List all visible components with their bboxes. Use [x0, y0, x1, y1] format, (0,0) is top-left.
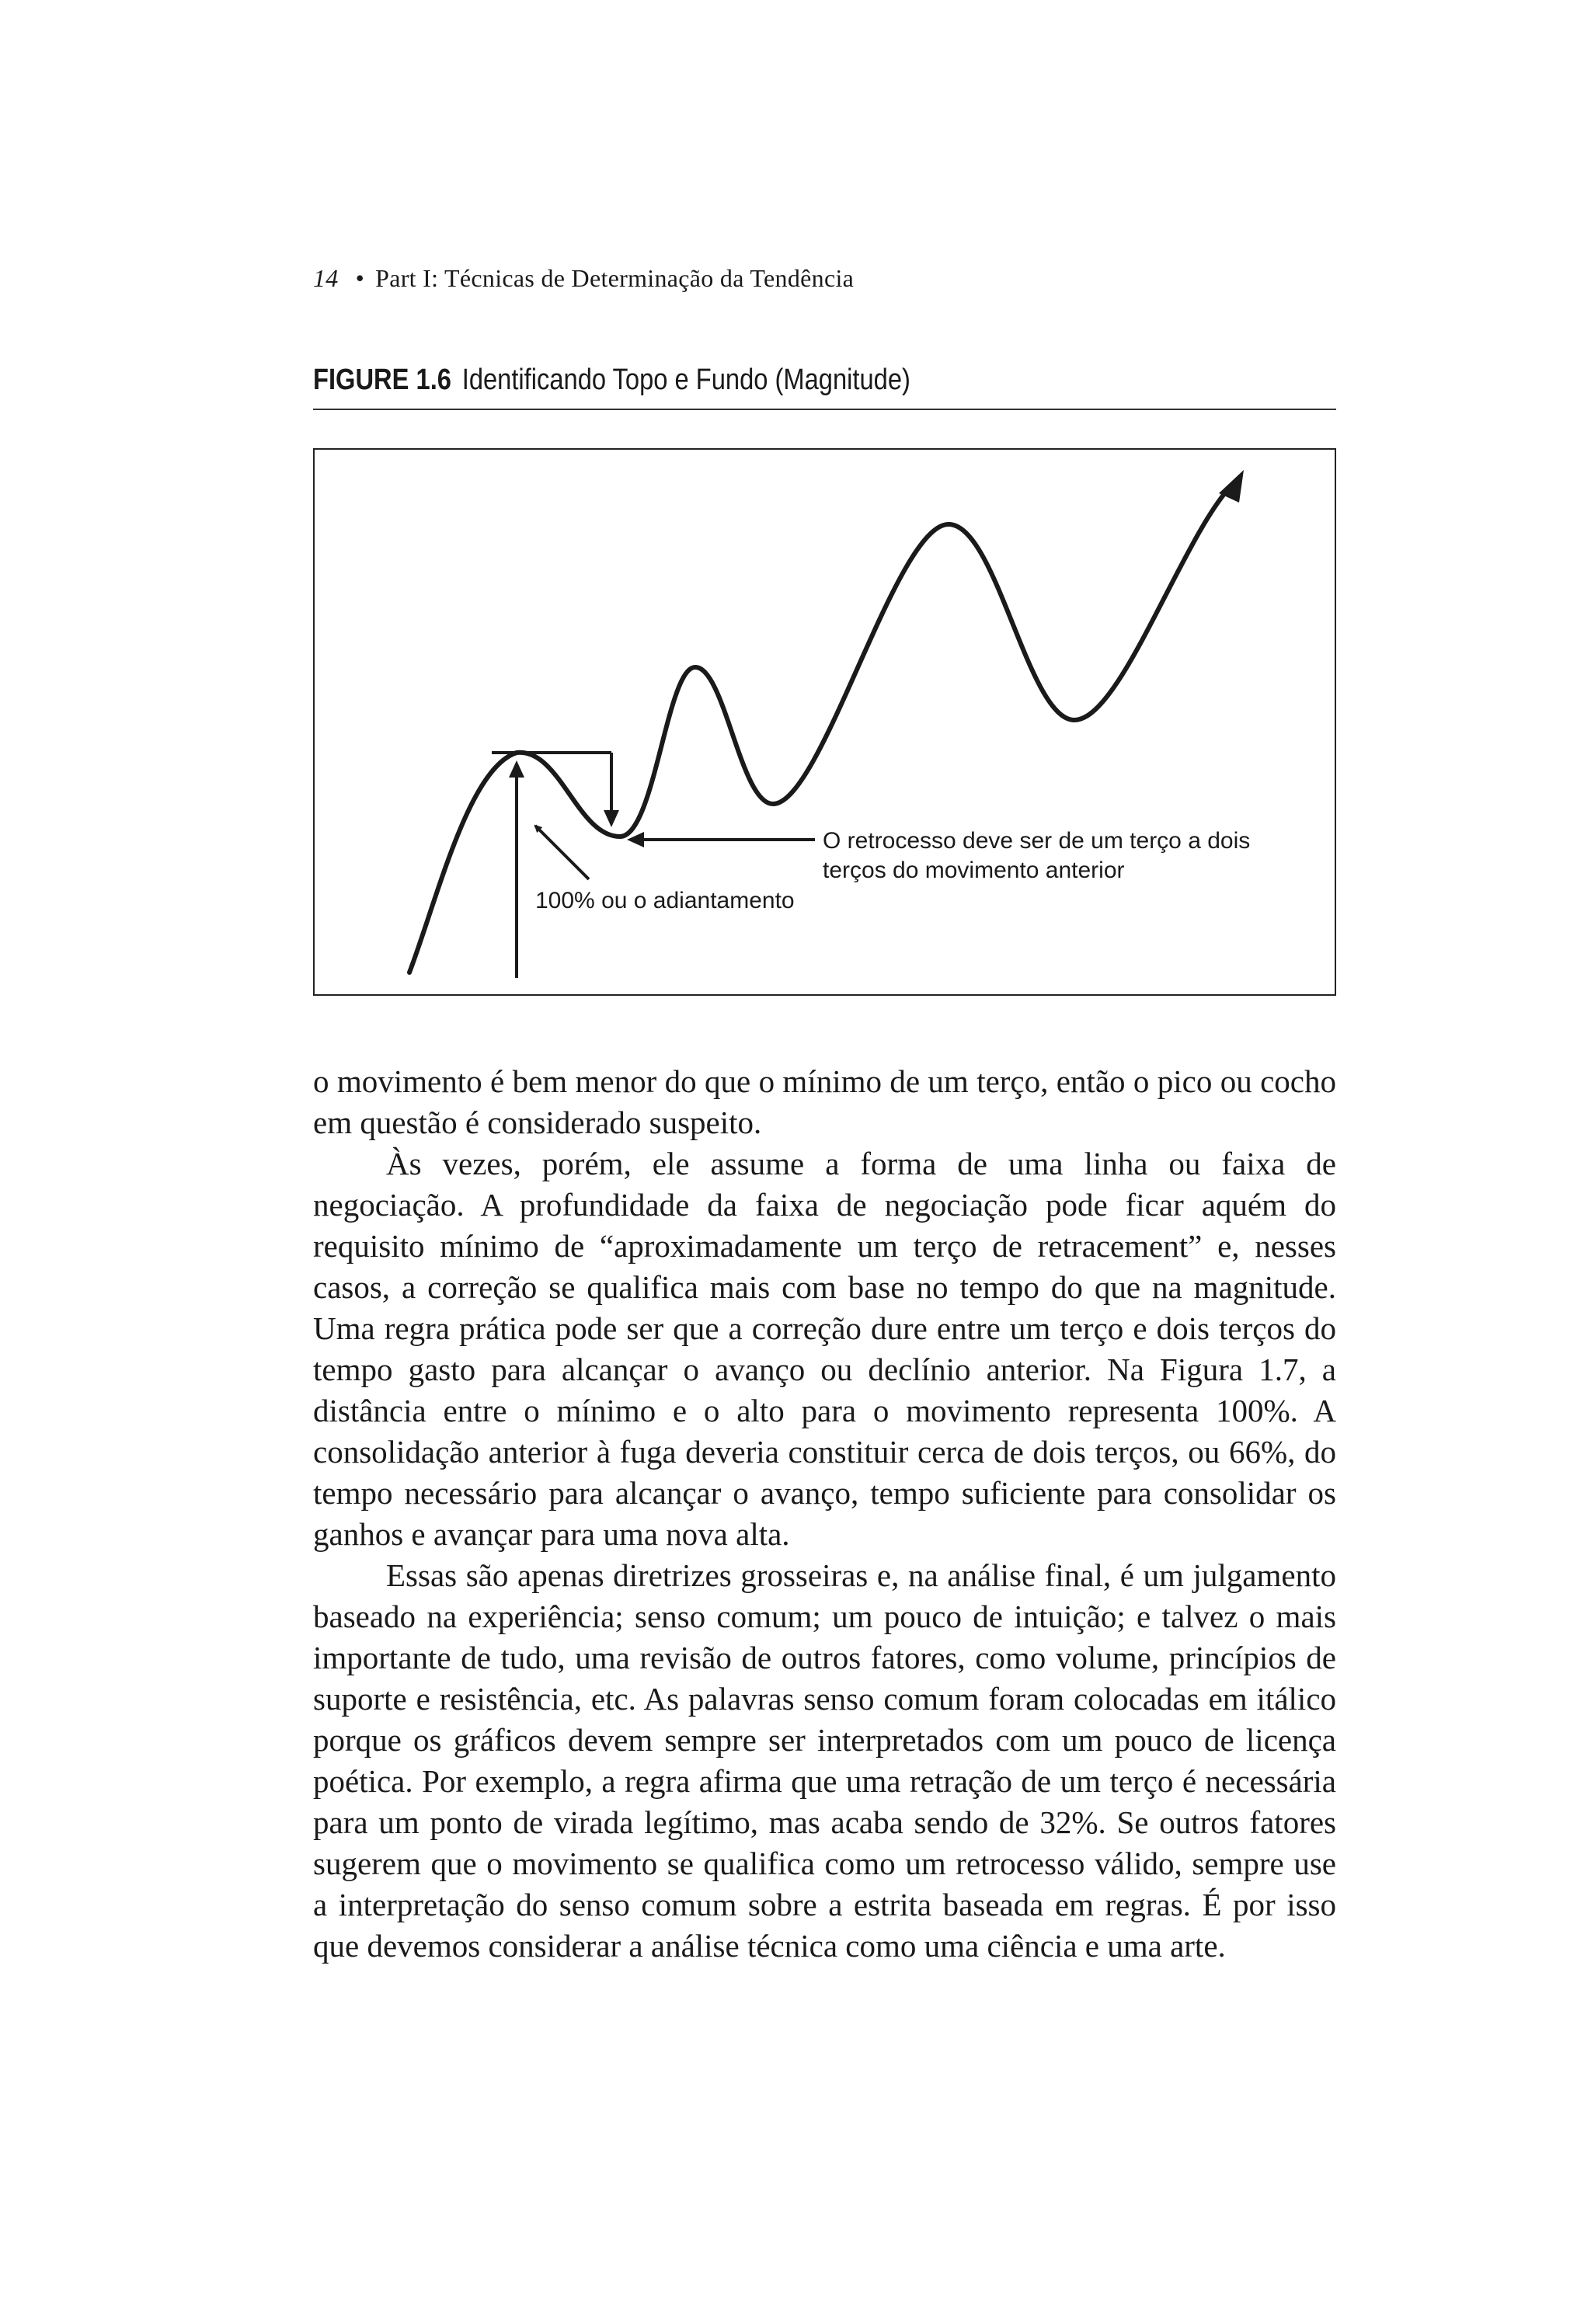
running-header: [313, 264, 854, 293]
paragraph-1: o movimento é bem menor do que o mínimo de um terço, então o pico ou cocho em questão é considerado suspeito.: [313, 1063, 1336, 1140]
figure-label: FIGURE 1.6: [313, 364, 451, 396]
retracement-note-line1: O retrocesso deve ser de um terço a dois: [823, 828, 1251, 854]
figure-box: [313, 448, 1336, 996]
advance-pointer-line: [535, 826, 589, 879]
advance-note: 100% ou o adiantamento: [535, 888, 795, 913]
header-bullet: •: [355, 264, 365, 292]
caption-rule: [313, 409, 1336, 410]
advance-arrow-head: [509, 760, 524, 778]
retracement-drop-arrow-head: [604, 810, 619, 827]
trend-diagram: [313, 448, 1336, 996]
paragraph-2: Às vezes, porém, ele assume a forma de uma linha ou faixa de negociação. A profundidade da faixa de negociação pode ficar aquém do requisito mínimo de “aproximadamente um terço de retracement” e, nesses casos, a correção se qualifica mais com base no tempo do que na magnitude. Uma regra prática pode ser que a correção dure entre um terço e dois terços do tempo gasto para alcançar o avanço ou declínio anterior. Na Figura 1.7, a distância entre o mínimo e o alto para o movimento representa 100%. A consolidação anterior à fuga deveria constituir cerca de dois terços, ou 66%, do tempo necessário para alcançar o avanço, tempo suficiente para consolidar os ganhos e avançar para uma nova alta.: [313, 1146, 1336, 1552]
figure-caption: [313, 364, 910, 397]
figure-title: Identificando Topo e Fundo (Magnitude): [461, 364, 910, 396]
page-number: 14: [313, 264, 339, 292]
part-title: Part I: Técnicas de Determinação da Tendência: [375, 264, 855, 292]
paragraph-3: Essas são apenas diretrizes grosseiras e, na análise final, é um julgamento baseado na experiência; senso comum; um pouco de intuição; e talvez o mais importante de tudo, uma revisão de outros fatores, como volume, princípios de suporte e resistência, etc. As palavras senso comum foram colocadas em itálico porque os gráficos devem sempre ser interpretados com um pouco de licença poética. Por exemplo, a regra afirma que uma retração de um terço é necessária para um ponto de virada legítimo, mas acaba sendo de 32%. Se outros fatores sugerem que o movimento se qualifica como um retrocesso válido, sempre use a interpretação do senso comum sobre a estrita baseada em regras. É por isso que devemos considerar a análise técnica como uma ciência e uma arte.: [313, 1557, 1336, 1964]
price-wave: [409, 483, 1234, 972]
retracement-note-line2: terços do movimento anterior: [823, 858, 1125, 883]
body-text: [313, 1061, 1336, 1967]
